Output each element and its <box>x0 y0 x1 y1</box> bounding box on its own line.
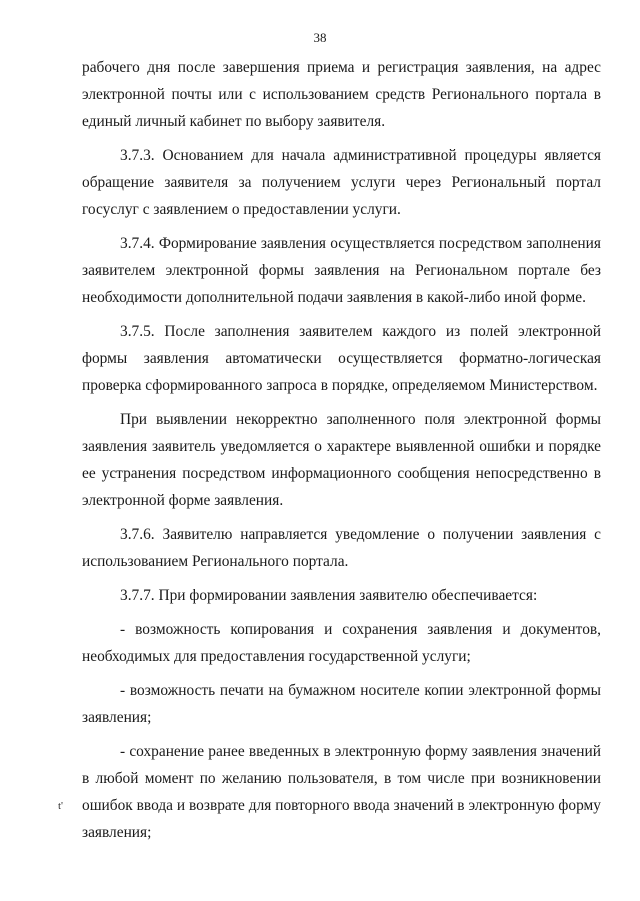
page-number: 38 <box>313 30 327 45</box>
paragraph-3-7-4: 3.7.4. Формирование заявления осуществляется посредством заполнения заявителем электронной формы заявления на Региональном портале без необходимости дополнительной подачи заявления в какой-либо иной форме. <box>82 235 601 306</box>
list-item-print: - возможность печати на бумажном носителе копии электронной формы заявления; <box>82 682 601 726</box>
list-item-copy-save: - возможность копирования и сохранения заявления и документов, необходимых для предоставления государственной услуги; <box>82 621 601 665</box>
paragraph-3-7-7: 3.7.7. При формировании заявления заявителю обеспечивается: <box>120 587 538 604</box>
paragraph-continuation: рабочего дня после завершения приема и регистрация заявления, на адрес электронной почты или с использованием средств Регионального портала в единый личный кабинет по выбору заявителя. <box>82 59 601 130</box>
paragraph-error-notice: При выявлении некорректно заполненного поля электронной формы заявления заявитель уведомляется о характере выявленной ошибки и порядке ее устранения посредством информационного сообщения непосредственно в электронной форме заявления. <box>82 411 601 509</box>
paragraph-3-7-3: 3.7.3. Основанием для начала административной процедуры является обращение заявителя за получением услуги через Региональный портал госуслуг с заявлением о предоставлении услуги. <box>82 147 601 218</box>
paragraph-3-7-6: 3.7.6. Заявителю направляется уведомление о получении заявления с использованием Регионального портала. <box>82 526 601 570</box>
margin-mark: t' <box>58 800 64 812</box>
list-item-save-values: - сохранение ранее введенных в электронную форму заявления значений в любой момент по желанию пользователя, в том числе при возникновении ошибок ввода и возврате для повторного ввода значений в электронную форму заявления; <box>82 743 601 841</box>
document-body <box>82 54 601 846</box>
paragraph-3-7-5: 3.7.5. После заполнения заявителем каждого из полей электронной формы заявления автоматически осуществляется форматно-логическая проверка сформированного запроса в порядке, определяемом Министерством. <box>82 323 601 394</box>
